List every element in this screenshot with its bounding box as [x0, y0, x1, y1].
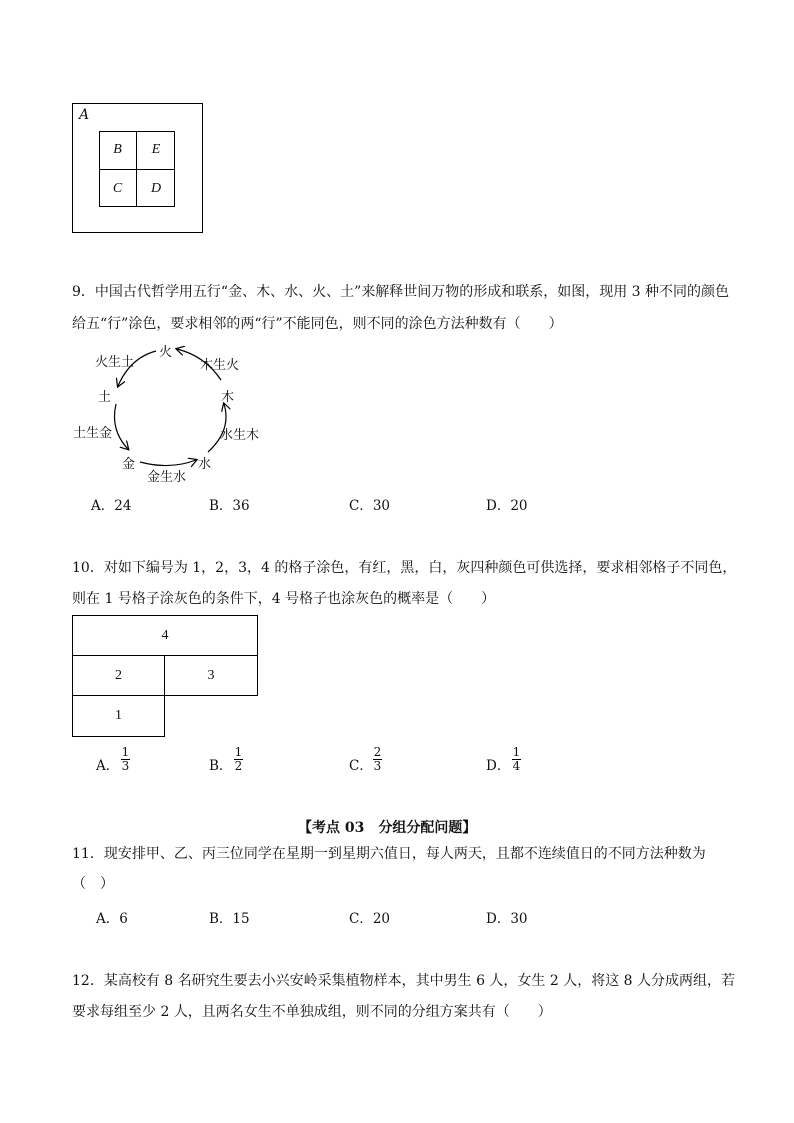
q9-line2: 给五“行”涂色，要求相邻的两“行”不能同色，则不同的涂色方法种数有（ ） — [72, 316, 563, 332]
arrow-label-huo-tu: 火生土 — [95, 355, 135, 370]
arrow-label-jin-shui: 金生水 — [147, 470, 187, 485]
q12-line1: 12．某高校有 8 名研究生要去小兴安岭采集植物样本，其中男生 6 人，女生 2 人，将这 8 人分成两组，若 — [72, 973, 736, 989]
element-tu: 土 — [98, 390, 112, 405]
cell-c: C — [112, 180, 123, 196]
q10-option-b-fraction: 1 2 — [234, 745, 243, 773]
label-a: A — [79, 107, 90, 123]
element-huo: 火 — [159, 345, 173, 360]
arrow-label-shui-mu: 水生木 — [220, 428, 260, 443]
q9-option-b[interactable]: B．36 — [209, 498, 250, 514]
element-shui: 水 — [198, 457, 212, 472]
q11-option-a[interactable]: A．6 — [96, 911, 128, 927]
q9-option-d[interactable]: D．20 — [486, 498, 528, 514]
q11-line1: 11．现安排甲、乙、丙三位同学在星期一到星期六值日，每人两天，且都不连续值日的不同方法种数为 — [72, 846, 706, 862]
q10-option-a-label: A． — [96, 758, 120, 774]
q9-option-a[interactable]: A．24 — [91, 498, 132, 514]
element-mu: 木 — [221, 390, 235, 405]
section-heading: 【考点 03 分组分配问题】 — [298, 820, 477, 836]
q11-option-d[interactable]: D．30 — [486, 911, 528, 927]
cell-b: B — [113, 142, 122, 157]
arrow-tu-jin — [115, 404, 129, 449]
grid-cell-3: 3 — [207, 667, 215, 683]
q10-option-c-fraction: 2 3 — [373, 745, 382, 773]
q9-option-c[interactable]: C．30 — [349, 498, 391, 514]
cell-d: D — [150, 180, 162, 196]
arrow-label-tu-jin: 土生金 — [73, 426, 113, 441]
q11-option-c[interactable]: C．20 — [349, 911, 391, 927]
q10-option-c-label: C． — [349, 758, 373, 774]
arrow-label-mu-huo: 木生火 — [200, 358, 240, 373]
grid-cell-2: 2 — [115, 667, 122, 683]
q10-option-b-label: B． — [209, 758, 233, 774]
q10-line1: 10．对如下编号为 1，2，3，4 的格子涂色，有红，黑，白，灰四种颜色可供选择，要求相邻格子不同色， — [72, 560, 737, 576]
arrow-jin-shui — [140, 460, 196, 466]
grid-cell-4: 4 — [161, 627, 169, 643]
q10-option-a-fraction: 1 3 — [121, 745, 130, 773]
grid-cell-1: 1 — [115, 708, 122, 723]
q12-line2: 要求每组至少 2 人，且两名女生不单独成组，则不同的分组方案共有（ ） — [72, 1004, 552, 1020]
q10-option-d-label: D． — [486, 758, 511, 774]
q10-line2: 则在 1 号格子涂灰色的条件下，4 号格子也涂灰色的概率是（ ） — [72, 591, 496, 607]
element-jin: 金 — [122, 457, 136, 472]
q11-line2: （ ） — [72, 876, 114, 892]
q10-option-d-fraction: 1 4 — [512, 745, 521, 773]
cell-e: E — [151, 142, 161, 157]
q9-line1: 9．中国古代哲学用五行“金、木、水、火、土”来解释世间万物的形成和联系，如图，现用 3 种不同的颜色 — [72, 284, 730, 300]
q11-option-b[interactable]: B．15 — [209, 911, 250, 927]
